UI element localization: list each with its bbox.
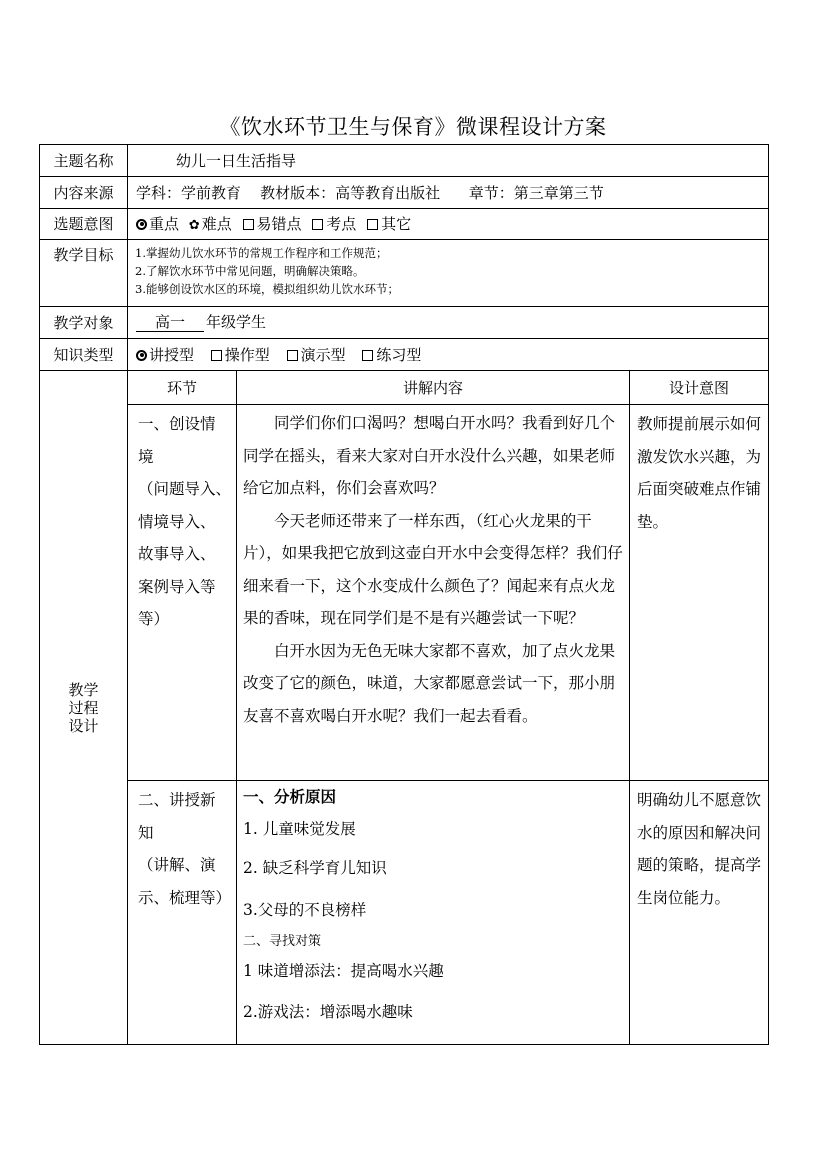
- checkbox-icon: [312, 219, 323, 230]
- strategy-item: 2.游戏法：增添喝水趣味: [243, 1003, 413, 1021]
- knowledge-options: [128, 339, 769, 371]
- reason-item: 1. 儿童味觉发展: [243, 820, 356, 838]
- goal-item: 2.了解饮水环节中常见问题，明确解决策略。: [135, 264, 365, 278]
- option-lecture[interactable]: 讲授型: [136, 346, 194, 364]
- gear-icon: ✿: [188, 217, 200, 233]
- section-heading: 一、分析原因: [243, 787, 337, 806]
- checkbox-icon: [287, 350, 298, 361]
- intent-options: [128, 209, 769, 240]
- stage2-content: [237, 781, 630, 1045]
- paragraph: 同学们你们口渴吗？想喝白开水吗？我看到好几个同学在摇头，看来大家对白开水没什么兴趣，如果老师给它加点料，你们会喜欢吗？: [243, 414, 616, 497]
- checkbox-icon: [362, 350, 373, 361]
- header-stage: 环节: [128, 371, 237, 405]
- checkbox-icon: [211, 350, 222, 361]
- stage1-row: [40, 405, 769, 781]
- radio-selected-icon: [136, 219, 147, 230]
- stage2-name: 二、讲授新 知 （讲解、演 示、梳理等）: [128, 781, 237, 1045]
- paragraph: 今天老师还带来了一样东西，（红心火龙果的干片），如果我把它放到这壶白开水中会变得怎样？我们仔细来看一下，这个水变成什么颜色了？闻起来有点火龙果的香味，现在同学们是不是有兴趣尝试一下呢？: [243, 511, 623, 627]
- row-audience: [40, 307, 769, 339]
- section-subheading: 二、寻找对策: [243, 934, 322, 949]
- stage2-row: [40, 781, 769, 1045]
- audience-suffix: 年级学生: [206, 313, 267, 331]
- source-subject: 学科：学前教育: [136, 183, 242, 202]
- document-title: 《饮水环节卫生与保育》微课程设计方案: [219, 115, 607, 139]
- option-other[interactable]: 其它: [367, 215, 411, 233]
- stage1-name: 一、创设情 境 （问题导入、 情境导入、 故事导入、 案例导入等 等）: [128, 405, 237, 781]
- row-source: [40, 177, 769, 209]
- row-intent: [40, 209, 769, 240]
- stage1-intent: 教师提前展示如何激发饮水兴趣，为后面突破难点作铺垫。: [630, 405, 769, 781]
- paragraph: 白开水因为无色无味大家都不喜欢，加了点火龙果改变了它的颜色，味道，大家都愿意尝试一下，那小朋友喜不喜欢喝白开水呢？我们一起去看看。: [243, 641, 616, 725]
- strategy-item: 1 味道增添法：提高喝水兴趣: [243, 962, 444, 980]
- goal-item: 1.掌握幼儿饮水环节的常规工作程序和工作规范；: [135, 246, 388, 260]
- lesson-plan-table: [39, 144, 769, 1045]
- process-header-row: [40, 371, 769, 405]
- audience-value: [128, 307, 769, 339]
- knowledge-label: 知识类型: [40, 339, 128, 371]
- stage1-content: [237, 405, 630, 781]
- audience-label: 教学对象: [40, 307, 128, 339]
- row-topic: [40, 145, 769, 177]
- topic-label: 主题名称: [40, 145, 128, 177]
- goal-item: 3.能够创设饮水区的环境，模拟组织幼儿饮水环节；: [135, 282, 399, 296]
- stage2-intent: 明确幼儿不愿意饮水的原因和解决问题的策略，提高学生岗位能力。: [630, 781, 769, 1045]
- reason-item: 2. 缺乏科学育儿知识: [243, 859, 387, 877]
- option-practice[interactable]: 练习型: [362, 346, 421, 364]
- topic-value: 幼儿一日生活指导: [128, 145, 769, 177]
- intent-label: 选题意图: [40, 209, 128, 240]
- checkbox-icon: [367, 219, 378, 230]
- row-goals: [40, 240, 769, 307]
- source-label: 内容来源: [40, 177, 128, 209]
- source-value: [128, 177, 769, 209]
- option-operation[interactable]: 操作型: [211, 346, 270, 364]
- header-design: 设计意图: [630, 371, 769, 405]
- option-exam-point[interactable]: 考点: [312, 215, 356, 233]
- process-label: 教学 过程 设计: [40, 371, 128, 1045]
- header-content: 讲解内容: [237, 371, 630, 405]
- option-key-point[interactable]: 重点: [136, 215, 179, 233]
- reason-item: 3.父母的不良榜样: [243, 901, 367, 919]
- row-knowledge: [40, 339, 769, 371]
- goals-list: [128, 240, 769, 307]
- source-textbook: 教材版本：高等教育出版社: [260, 183, 441, 202]
- goals-label: 教学目标: [40, 240, 128, 307]
- source-chapter: 章节：第三章第三节: [468, 183, 604, 202]
- option-difficult-point[interactable]: ✿ 难点: [188, 214, 232, 233]
- radio-selected-icon: [136, 350, 147, 361]
- audience-grade: 高一: [136, 313, 204, 332]
- option-error-prone[interactable]: 易错点: [243, 215, 302, 233]
- checkbox-icon: [243, 219, 254, 230]
- option-demonstration[interactable]: 演示型: [287, 346, 346, 364]
